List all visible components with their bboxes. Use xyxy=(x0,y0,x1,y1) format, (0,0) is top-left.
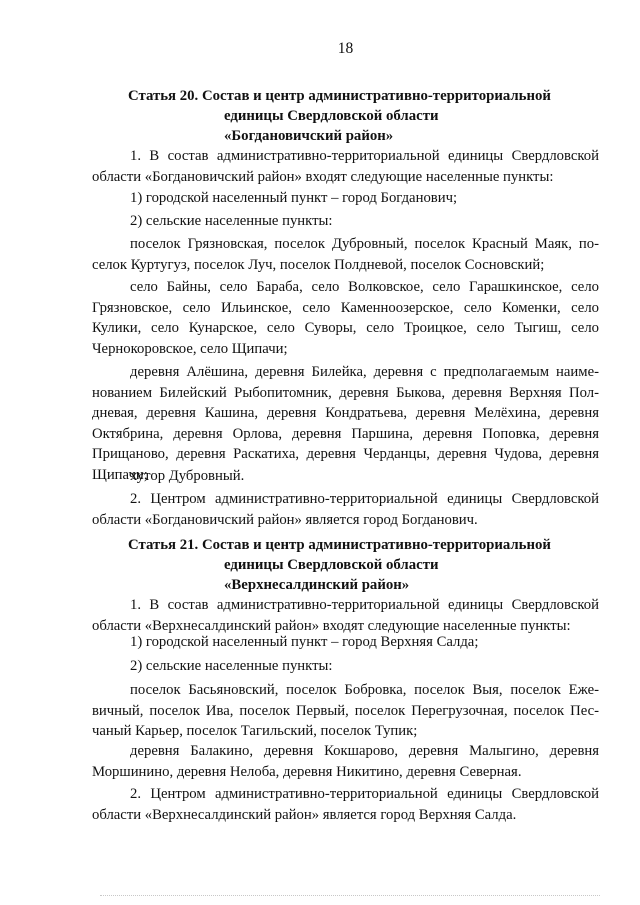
article-20-item-2: 2) сельские населенные пункты: xyxy=(130,213,333,229)
text-line: 2. Центром административно-территориальной единицы Свердловской xyxy=(130,786,599,802)
text-line: Чернокоровское, село Щипачи; xyxy=(92,340,288,357)
text-line: поселок Басьяновский, поселок Бобровка, поселок Выя, поселок Еже- xyxy=(130,682,599,698)
article-21-title-line1: Статья 21. Состав и центр административно-территориальной xyxy=(128,537,551,553)
article-21-title-line3: «Верхнесалдинский район» xyxy=(224,577,410,593)
article-20-settlements-poselok xyxy=(92,234,599,275)
article-20-title-line3: «Богдановичский район» xyxy=(224,128,394,144)
text-line: области «Богдановичский район» является город Богданович. xyxy=(92,511,478,528)
article-20-settlements-selo xyxy=(92,277,599,359)
article-20-title xyxy=(128,86,598,146)
article-21-title xyxy=(128,535,598,595)
article-21-item-2: 2) сельские населенные пункты: xyxy=(130,658,333,674)
article-20-item-1: 1) городской населенный пункт – город Богданович; xyxy=(130,190,458,206)
page-number: 18 xyxy=(337,40,354,57)
text-line: дневая, деревня Кашина, деревня Кондратьева, деревня Мелёхина, деревня xyxy=(92,405,599,421)
article-21-paragraph-1 xyxy=(92,595,599,636)
footer-divider xyxy=(100,895,600,896)
text-line: поселок Грязновская, поселок Дубровный, поселок Красный Маяк, по- xyxy=(130,236,599,252)
article-20-paragraph-2 xyxy=(92,489,599,530)
text-line: области «Богдановичский район» входят следующие населенные пункты: xyxy=(92,168,554,185)
text-line: нованием Билейский Рыбопитомник, деревня Быкова, деревня Верхняя Пол- xyxy=(92,384,599,401)
text-line: Моршинино, деревня Нелоба, деревня Никитино, деревня Северная. xyxy=(92,763,522,780)
text-line: 1. В состав административно-территориальной единицы Свердловской xyxy=(130,597,599,613)
text-line: 2. Центром административно-территориальной единицы Свердловской xyxy=(130,491,599,507)
article-21-item-1: 1) городской населенный пункт – город Верхняя Салда; xyxy=(130,634,479,650)
text-line: село Байны, село Бараба, село Волковское, село Гарашкинское, село xyxy=(130,279,599,295)
text-line: Щипачи; xyxy=(92,466,148,483)
article-20-paragraph-1 xyxy=(92,146,599,187)
article-20-title-line1: Статья 20. Состав и центр административно-территориальной xyxy=(128,88,551,104)
text-line: вичный, поселок Ива, поселок Первый, поселок Перегрузочная, поселок Пес- xyxy=(92,702,599,719)
text-line: 1. В состав административно-территориальной единицы Свердловской xyxy=(130,148,599,164)
text-line: Октябрина, деревня Орлова, деревня Паршина, деревня Поповка, деревня xyxy=(92,425,599,442)
text-line: Грязновское, село Ильинское, село Каменноозерское, село Коменки, село xyxy=(92,299,599,316)
article-21-settlements-poselok xyxy=(92,680,599,742)
text-line: деревня Алёшина, деревня Билейка, деревня с предполагаемым наиме- xyxy=(130,364,599,380)
text-line: Прищаново, деревня Раскатиха, деревня Черданцы, деревня Чудова, деревня xyxy=(92,446,599,462)
article-21-paragraph-2 xyxy=(92,784,599,825)
text-line: чаный Карьер, поселок Тагильский, поселок Тупик; xyxy=(92,723,418,739)
article-20-settlements-khutor: хутор Дубровный. xyxy=(130,468,245,484)
article-21-settlements-derevnya xyxy=(92,741,599,782)
text-line: области «Верхнесалдинский район» является город Верхняя Салда. xyxy=(92,806,517,823)
text-line: деревня Балакино, деревня Кокшарово, деревня Малыгино, деревня xyxy=(130,743,599,759)
article-20-title-line2: единицы Свердловской области xyxy=(224,108,439,124)
article-21-title-line2: единицы Свердловской области xyxy=(224,557,439,573)
text-line: Кулики, село Кунарское, село Суворы, село Троицкое, село Тыгиш, село xyxy=(92,320,599,336)
text-line: области «Верхнесалдинский район» входят следующие населенные пункты: xyxy=(92,617,571,634)
text-line: селок Куртугуз, поселок Луч, поселок Полдневой, поселок Сосновский; xyxy=(92,256,545,273)
